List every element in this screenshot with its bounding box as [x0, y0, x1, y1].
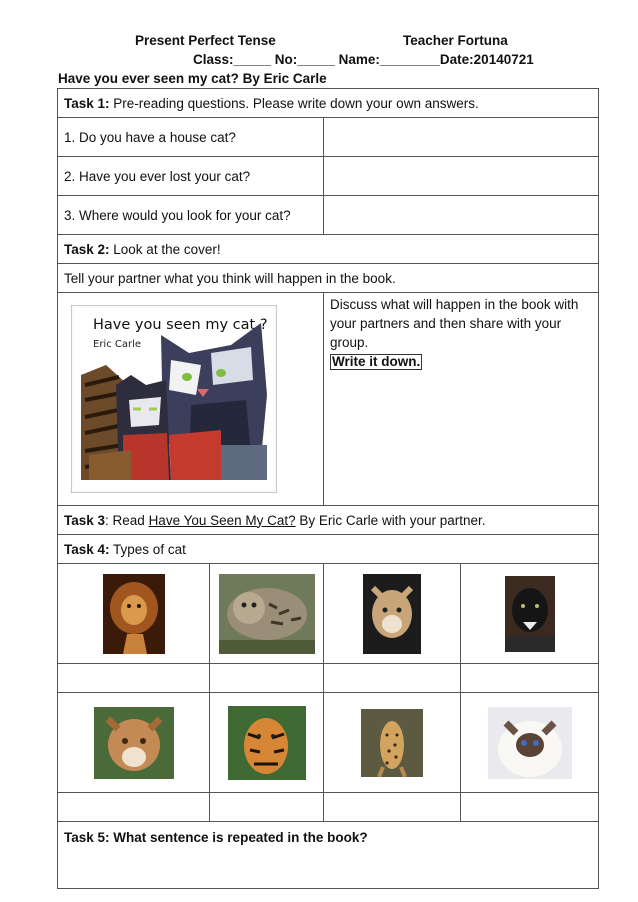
puma-image	[363, 574, 421, 654]
task5-label: Task 5: What sentence is repeated in the book?	[64, 830, 368, 845]
cat-cell	[210, 564, 324, 664]
task1-row	[58, 89, 599, 118]
black-panther-image	[505, 576, 555, 652]
task2-instruction-row	[58, 264, 599, 293]
task1-text: Pre-reading questions. Please write down your own answers.	[109, 95, 479, 111]
book-cover-image	[71, 305, 277, 493]
cover-title: Have you seen my cat ?	[93, 317, 268, 333]
task2-text: Look at the cover!	[109, 241, 221, 257]
cat-cell	[324, 693, 461, 793]
tiger-image	[228, 706, 306, 780]
answer-3-field[interactable]	[324, 196, 599, 235]
task4-text: Types of cat	[109, 541, 186, 557]
class-line: Class:_____ No:_____ Name:________Date:20140721	[193, 52, 534, 67]
cat-cell	[210, 693, 324, 793]
task3-pre: : Read	[105, 512, 149, 528]
teacher-name: Teacher Fortuna	[403, 33, 508, 48]
task5-row	[58, 822, 599, 889]
question-row	[58, 196, 599, 235]
question-row	[58, 157, 599, 196]
book-cover-cell	[58, 293, 324, 506]
worksheet-table	[57, 88, 599, 889]
cat-cell	[58, 693, 210, 793]
cat-cell	[58, 564, 210, 664]
cat-name-field[interactable]	[210, 793, 324, 822]
task2-label: Task 2:	[64, 241, 110, 257]
cat-names-row-2	[58, 793, 599, 822]
task3-post: By Eric Carle with your partner.	[295, 512, 486, 528]
himalayan-cat-image	[488, 707, 572, 779]
cat-name-field[interactable]	[324, 664, 461, 693]
write-it-down-label: Write it down.	[332, 354, 421, 369]
cat-cell	[461, 693, 599, 793]
task1-label: Task 1:	[64, 95, 110, 111]
cat-images-row-1	[58, 564, 599, 664]
task4-label: Task 4:	[64, 541, 110, 557]
answer-1-field[interactable]	[324, 118, 599, 157]
cat-cell	[324, 564, 461, 664]
cheetah-image	[361, 709, 423, 777]
answer-2-field[interactable]	[324, 157, 599, 196]
discuss-cell[interactable]	[324, 293, 599, 506]
lion-image	[103, 574, 165, 654]
task2-row	[58, 235, 599, 264]
question-row	[58, 118, 599, 157]
cat-name-field[interactable]	[58, 793, 210, 822]
cat-names-row-1	[58, 664, 599, 693]
task4-row	[58, 535, 599, 564]
cover-row	[58, 293, 599, 506]
cougar-image	[94, 707, 174, 779]
cat-name-field[interactable]	[210, 664, 324, 693]
bobcat-image	[219, 574, 315, 654]
cat-name-field[interactable]	[58, 664, 210, 693]
task5-cell[interactable]	[58, 822, 599, 889]
cat-name-field[interactable]	[461, 793, 599, 822]
cat-name-field[interactable]	[324, 793, 461, 822]
task3-book-title: Have You Seen My Cat?	[148, 512, 296, 528]
cover-author: Eric Carle	[93, 339, 142, 350]
question-3: 3. Where would you look for your cat?	[58, 196, 324, 235]
cat-name-field[interactable]	[461, 664, 599, 693]
task3-label: Task 3	[64, 512, 106, 528]
task2-instruction: Tell your partner what you think will happen in the book.	[58, 264, 599, 293]
cat-cell	[461, 564, 599, 664]
discuss-text: Discuss what will happen in the book with your partners and then share with your group.	[330, 297, 579, 350]
subject-title: Present Perfect Tense	[135, 33, 276, 48]
question-1: 1. Do you have a house cat?	[58, 118, 324, 157]
task3-row	[58, 506, 599, 535]
story-title: Have you ever seen my cat? By Eric Carle	[58, 71, 327, 86]
cat-images-row-2	[58, 693, 599, 793]
question-2: 2. Have you ever lost your cat?	[58, 157, 324, 196]
